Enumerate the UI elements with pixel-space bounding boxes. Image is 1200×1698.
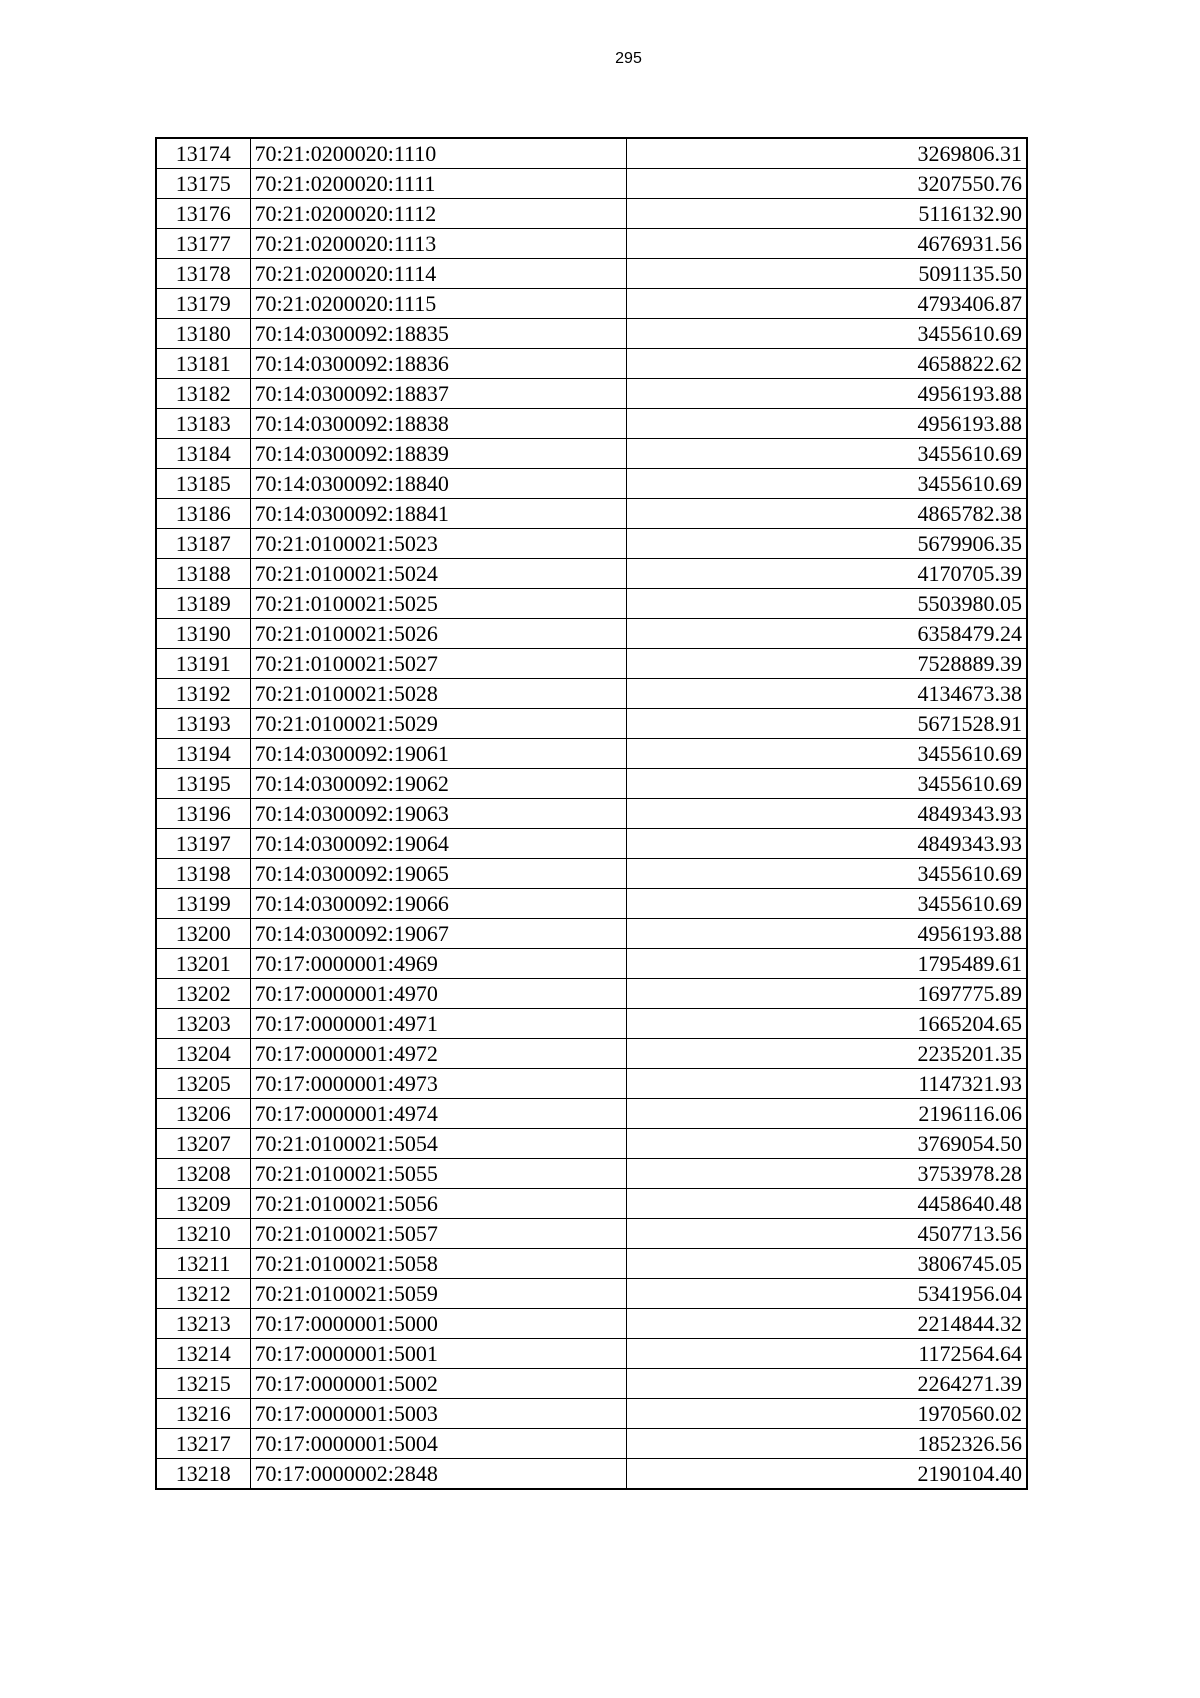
cadastral-number-cell: 70:17:0000001:5000	[250, 1309, 626, 1339]
row-number-cell: 13192	[156, 679, 250, 709]
value-cell: 1852326.56	[626, 1429, 1027, 1459]
row-number-cell: 13199	[156, 889, 250, 919]
table-row	[156, 409, 1027, 439]
value-cell: 3455610.69	[626, 439, 1027, 469]
value-cell: 1147321.93	[626, 1069, 1027, 1099]
table-row	[156, 1399, 1027, 1429]
value-cell: 4507713.56	[626, 1219, 1027, 1249]
value-cell: 3753978.28	[626, 1159, 1027, 1189]
value-cell: 5341956.04	[626, 1279, 1027, 1309]
row-number-cell: 13179	[156, 289, 250, 319]
cadastral-number-cell: 70:17:0000001:5001	[250, 1339, 626, 1369]
row-number-cell: 13202	[156, 979, 250, 1009]
row-number-cell: 13185	[156, 469, 250, 499]
row-number-cell: 13198	[156, 859, 250, 889]
table-row	[156, 619, 1027, 649]
table-row	[156, 1459, 1027, 1490]
cadastral-number-cell: 70:14:0300092:19062	[250, 769, 626, 799]
value-cell: 3269806.31	[626, 138, 1027, 169]
row-number-cell: 13211	[156, 1249, 250, 1279]
row-number-cell: 13194	[156, 739, 250, 769]
value-cell: 1795489.61	[626, 949, 1027, 979]
row-number-cell: 13175	[156, 169, 250, 199]
table-row	[156, 199, 1027, 229]
cadastral-number-cell: 70:17:0000001:5004	[250, 1429, 626, 1459]
table-row	[156, 589, 1027, 619]
value-cell: 4956193.88	[626, 919, 1027, 949]
cadastral-number-cell: 70:21:0100021:5029	[250, 709, 626, 739]
table-row	[156, 1069, 1027, 1099]
page-number: 295	[615, 50, 642, 67]
table-row	[156, 979, 1027, 1009]
row-number-cell: 13177	[156, 229, 250, 259]
value-cell: 4170705.39	[626, 559, 1027, 589]
value-cell: 4865782.38	[626, 499, 1027, 529]
cadastral-number-cell: 70:17:0000001:4973	[250, 1069, 626, 1099]
value-cell: 3806745.05	[626, 1249, 1027, 1279]
table-row	[156, 229, 1027, 259]
cadastral-number-cell: 70:17:0000001:4972	[250, 1039, 626, 1069]
table-row	[156, 169, 1027, 199]
row-number-cell: 13214	[156, 1339, 250, 1369]
table-row	[156, 1429, 1027, 1459]
table-row	[156, 529, 1027, 559]
row-number-cell: 13188	[156, 559, 250, 589]
cadastral-number-cell: 70:21:0100021:5026	[250, 619, 626, 649]
cadastral-number-cell: 70:14:0300092:19061	[250, 739, 626, 769]
value-cell: 3455610.69	[626, 889, 1027, 919]
row-number-cell: 13210	[156, 1219, 250, 1249]
value-cell: 4793406.87	[626, 289, 1027, 319]
cadastral-number-cell: 70:17:0000002:2848	[250, 1459, 626, 1490]
value-cell: 4676931.56	[626, 229, 1027, 259]
value-cell: 5503980.05	[626, 589, 1027, 619]
value-cell: 3455610.69	[626, 319, 1027, 349]
table-row	[156, 1279, 1027, 1309]
row-number-cell: 13186	[156, 499, 250, 529]
cadastral-number-cell: 70:21:0200020:1111	[250, 169, 626, 199]
table-row	[156, 1039, 1027, 1069]
cadastral-number-cell: 70:17:0000001:4969	[250, 949, 626, 979]
cadastral-number-cell: 70:14:0300092:19067	[250, 919, 626, 949]
cadastral-number-cell: 70:14:0300092:18837	[250, 379, 626, 409]
table-row	[156, 919, 1027, 949]
table-row	[156, 769, 1027, 799]
row-number-cell: 13204	[156, 1039, 250, 1069]
row-number-cell: 13206	[156, 1099, 250, 1129]
row-number-cell: 13212	[156, 1279, 250, 1309]
value-cell: 2264271.39	[626, 1369, 1027, 1399]
table-row	[156, 1219, 1027, 1249]
cadastral-number-cell: 70:21:0200020:1110	[250, 138, 626, 169]
table-row	[156, 889, 1027, 919]
cadastral-number-cell: 70:21:0200020:1112	[250, 199, 626, 229]
table-row	[156, 379, 1027, 409]
cadastral-number-cell: 70:17:0000001:4974	[250, 1099, 626, 1129]
cadastral-number-cell: 70:21:0100021:5027	[250, 649, 626, 679]
table-row	[156, 1099, 1027, 1129]
row-number-cell: 13184	[156, 439, 250, 469]
row-number-cell: 13196	[156, 799, 250, 829]
row-number-cell: 13181	[156, 349, 250, 379]
row-number-cell: 13217	[156, 1429, 250, 1459]
value-cell: 4658822.62	[626, 349, 1027, 379]
value-cell: 1697775.89	[626, 979, 1027, 1009]
row-number-cell: 13195	[156, 769, 250, 799]
value-cell: 5116132.90	[626, 199, 1027, 229]
table-row	[156, 559, 1027, 589]
row-number-cell: 13191	[156, 649, 250, 679]
table-row	[156, 649, 1027, 679]
cadastral-number-cell: 70:21:0200020:1113	[250, 229, 626, 259]
cadastral-number-cell: 70:21:0100021:5025	[250, 589, 626, 619]
value-cell: 7528889.39	[626, 649, 1027, 679]
cadastral-number-cell: 70:14:0300092:18835	[250, 319, 626, 349]
row-number-cell: 13207	[156, 1129, 250, 1159]
value-cell: 4134673.38	[626, 679, 1027, 709]
value-cell: 2190104.40	[626, 1459, 1027, 1490]
table-row	[156, 739, 1027, 769]
value-cell: 5679906.35	[626, 529, 1027, 559]
cadastral-number-cell: 70:21:0100021:5057	[250, 1219, 626, 1249]
table-row	[156, 1189, 1027, 1219]
row-number-cell: 13193	[156, 709, 250, 739]
table-row	[156, 259, 1027, 289]
table-row	[156, 349, 1027, 379]
row-number-cell: 13180	[156, 319, 250, 349]
row-number-cell: 13174	[156, 138, 250, 169]
value-cell: 4956193.88	[626, 409, 1027, 439]
row-number-cell: 13176	[156, 199, 250, 229]
cadastral-number-cell: 70:17:0000001:5002	[250, 1369, 626, 1399]
cadastral-number-cell: 70:21:0100021:5054	[250, 1129, 626, 1159]
value-cell: 2214844.32	[626, 1309, 1027, 1339]
cadastral-number-cell: 70:21:0200020:1114	[250, 259, 626, 289]
row-number-cell: 13178	[156, 259, 250, 289]
value-cell: 3455610.69	[626, 739, 1027, 769]
cadastral-number-cell: 70:21:0100021:5055	[250, 1159, 626, 1189]
cadastral-number-cell: 70:14:0300092:18840	[250, 469, 626, 499]
table-row	[156, 319, 1027, 349]
row-number-cell: 13190	[156, 619, 250, 649]
cadastral-number-cell: 70:17:0000001:5003	[250, 1399, 626, 1429]
cadastral-number-cell: 70:14:0300092:18836	[250, 349, 626, 379]
table-row	[156, 289, 1027, 319]
table-row	[156, 949, 1027, 979]
value-cell: 2196116.06	[626, 1099, 1027, 1129]
row-number-cell: 13216	[156, 1399, 250, 1429]
row-number-cell: 13187	[156, 529, 250, 559]
table-row	[156, 469, 1027, 499]
value-cell: 5671528.91	[626, 709, 1027, 739]
value-cell: 6358479.24	[626, 619, 1027, 649]
cadastral-number-cell: 70:17:0000001:4971	[250, 1009, 626, 1039]
cadastral-number-cell: 70:14:0300092:19063	[250, 799, 626, 829]
value-cell: 4849343.93	[626, 829, 1027, 859]
row-number-cell: 13205	[156, 1069, 250, 1099]
table-row	[156, 1339, 1027, 1369]
table-row	[156, 1369, 1027, 1399]
table-row	[156, 138, 1027, 169]
value-cell: 1665204.65	[626, 1009, 1027, 1039]
cadastral-number-cell: 70:21:0200020:1115	[250, 289, 626, 319]
registry-table	[155, 137, 1028, 1490]
cadastral-number-cell: 70:14:0300092:18838	[250, 409, 626, 439]
table-row	[156, 859, 1027, 889]
cadastral-number-cell: 70:17:0000001:4970	[250, 979, 626, 1009]
row-number-cell: 13203	[156, 1009, 250, 1039]
table-row	[156, 799, 1027, 829]
cadastral-number-cell: 70:21:0100021:5056	[250, 1189, 626, 1219]
row-number-cell: 13208	[156, 1159, 250, 1189]
cadastral-number-cell: 70:14:0300092:19064	[250, 829, 626, 859]
row-number-cell: 13200	[156, 919, 250, 949]
value-cell: 2235201.35	[626, 1039, 1027, 1069]
value-cell: 4956193.88	[626, 379, 1027, 409]
table-row	[156, 1159, 1027, 1189]
cadastral-number-cell: 70:14:0300092:18841	[250, 499, 626, 529]
row-number-cell: 13189	[156, 589, 250, 619]
value-cell: 3455610.69	[626, 769, 1027, 799]
table-row	[156, 1129, 1027, 1159]
cadastral-number-cell: 70:21:0100021:5024	[250, 559, 626, 589]
cadastral-number-cell: 70:14:0300092:19066	[250, 889, 626, 919]
value-cell: 3455610.69	[626, 469, 1027, 499]
cadastral-number-cell: 70:21:0100021:5059	[250, 1279, 626, 1309]
row-number-cell: 13197	[156, 829, 250, 859]
value-cell: 3455610.69	[626, 859, 1027, 889]
table-row	[156, 709, 1027, 739]
table-row	[156, 679, 1027, 709]
cadastral-number-cell: 70:14:0300092:18839	[250, 439, 626, 469]
row-number-cell: 13201	[156, 949, 250, 979]
value-cell: 1970560.02	[626, 1399, 1027, 1429]
row-number-cell: 13209	[156, 1189, 250, 1219]
row-number-cell: 13218	[156, 1459, 250, 1490]
row-number-cell: 13182	[156, 379, 250, 409]
table-row	[156, 1009, 1027, 1039]
value-cell: 3207550.76	[626, 169, 1027, 199]
table-row	[156, 499, 1027, 529]
cadastral-number-cell: 70:21:0100021:5028	[250, 679, 626, 709]
value-cell: 3769054.50	[626, 1129, 1027, 1159]
table-row	[156, 829, 1027, 859]
registry-table-body	[156, 138, 1027, 1489]
table-row	[156, 1249, 1027, 1279]
cadastral-number-cell: 70:14:0300092:19065	[250, 859, 626, 889]
value-cell: 4458640.48	[626, 1189, 1027, 1219]
row-number-cell: 13213	[156, 1309, 250, 1339]
cadastral-number-cell: 70:21:0100021:5023	[250, 529, 626, 559]
table-row	[156, 439, 1027, 469]
table-row	[156, 1309, 1027, 1339]
row-number-cell: 13183	[156, 409, 250, 439]
value-cell: 5091135.50	[626, 259, 1027, 289]
value-cell: 1172564.64	[626, 1339, 1027, 1369]
row-number-cell: 13215	[156, 1369, 250, 1399]
cadastral-number-cell: 70:21:0100021:5058	[250, 1249, 626, 1279]
value-cell: 4849343.93	[626, 799, 1027, 829]
